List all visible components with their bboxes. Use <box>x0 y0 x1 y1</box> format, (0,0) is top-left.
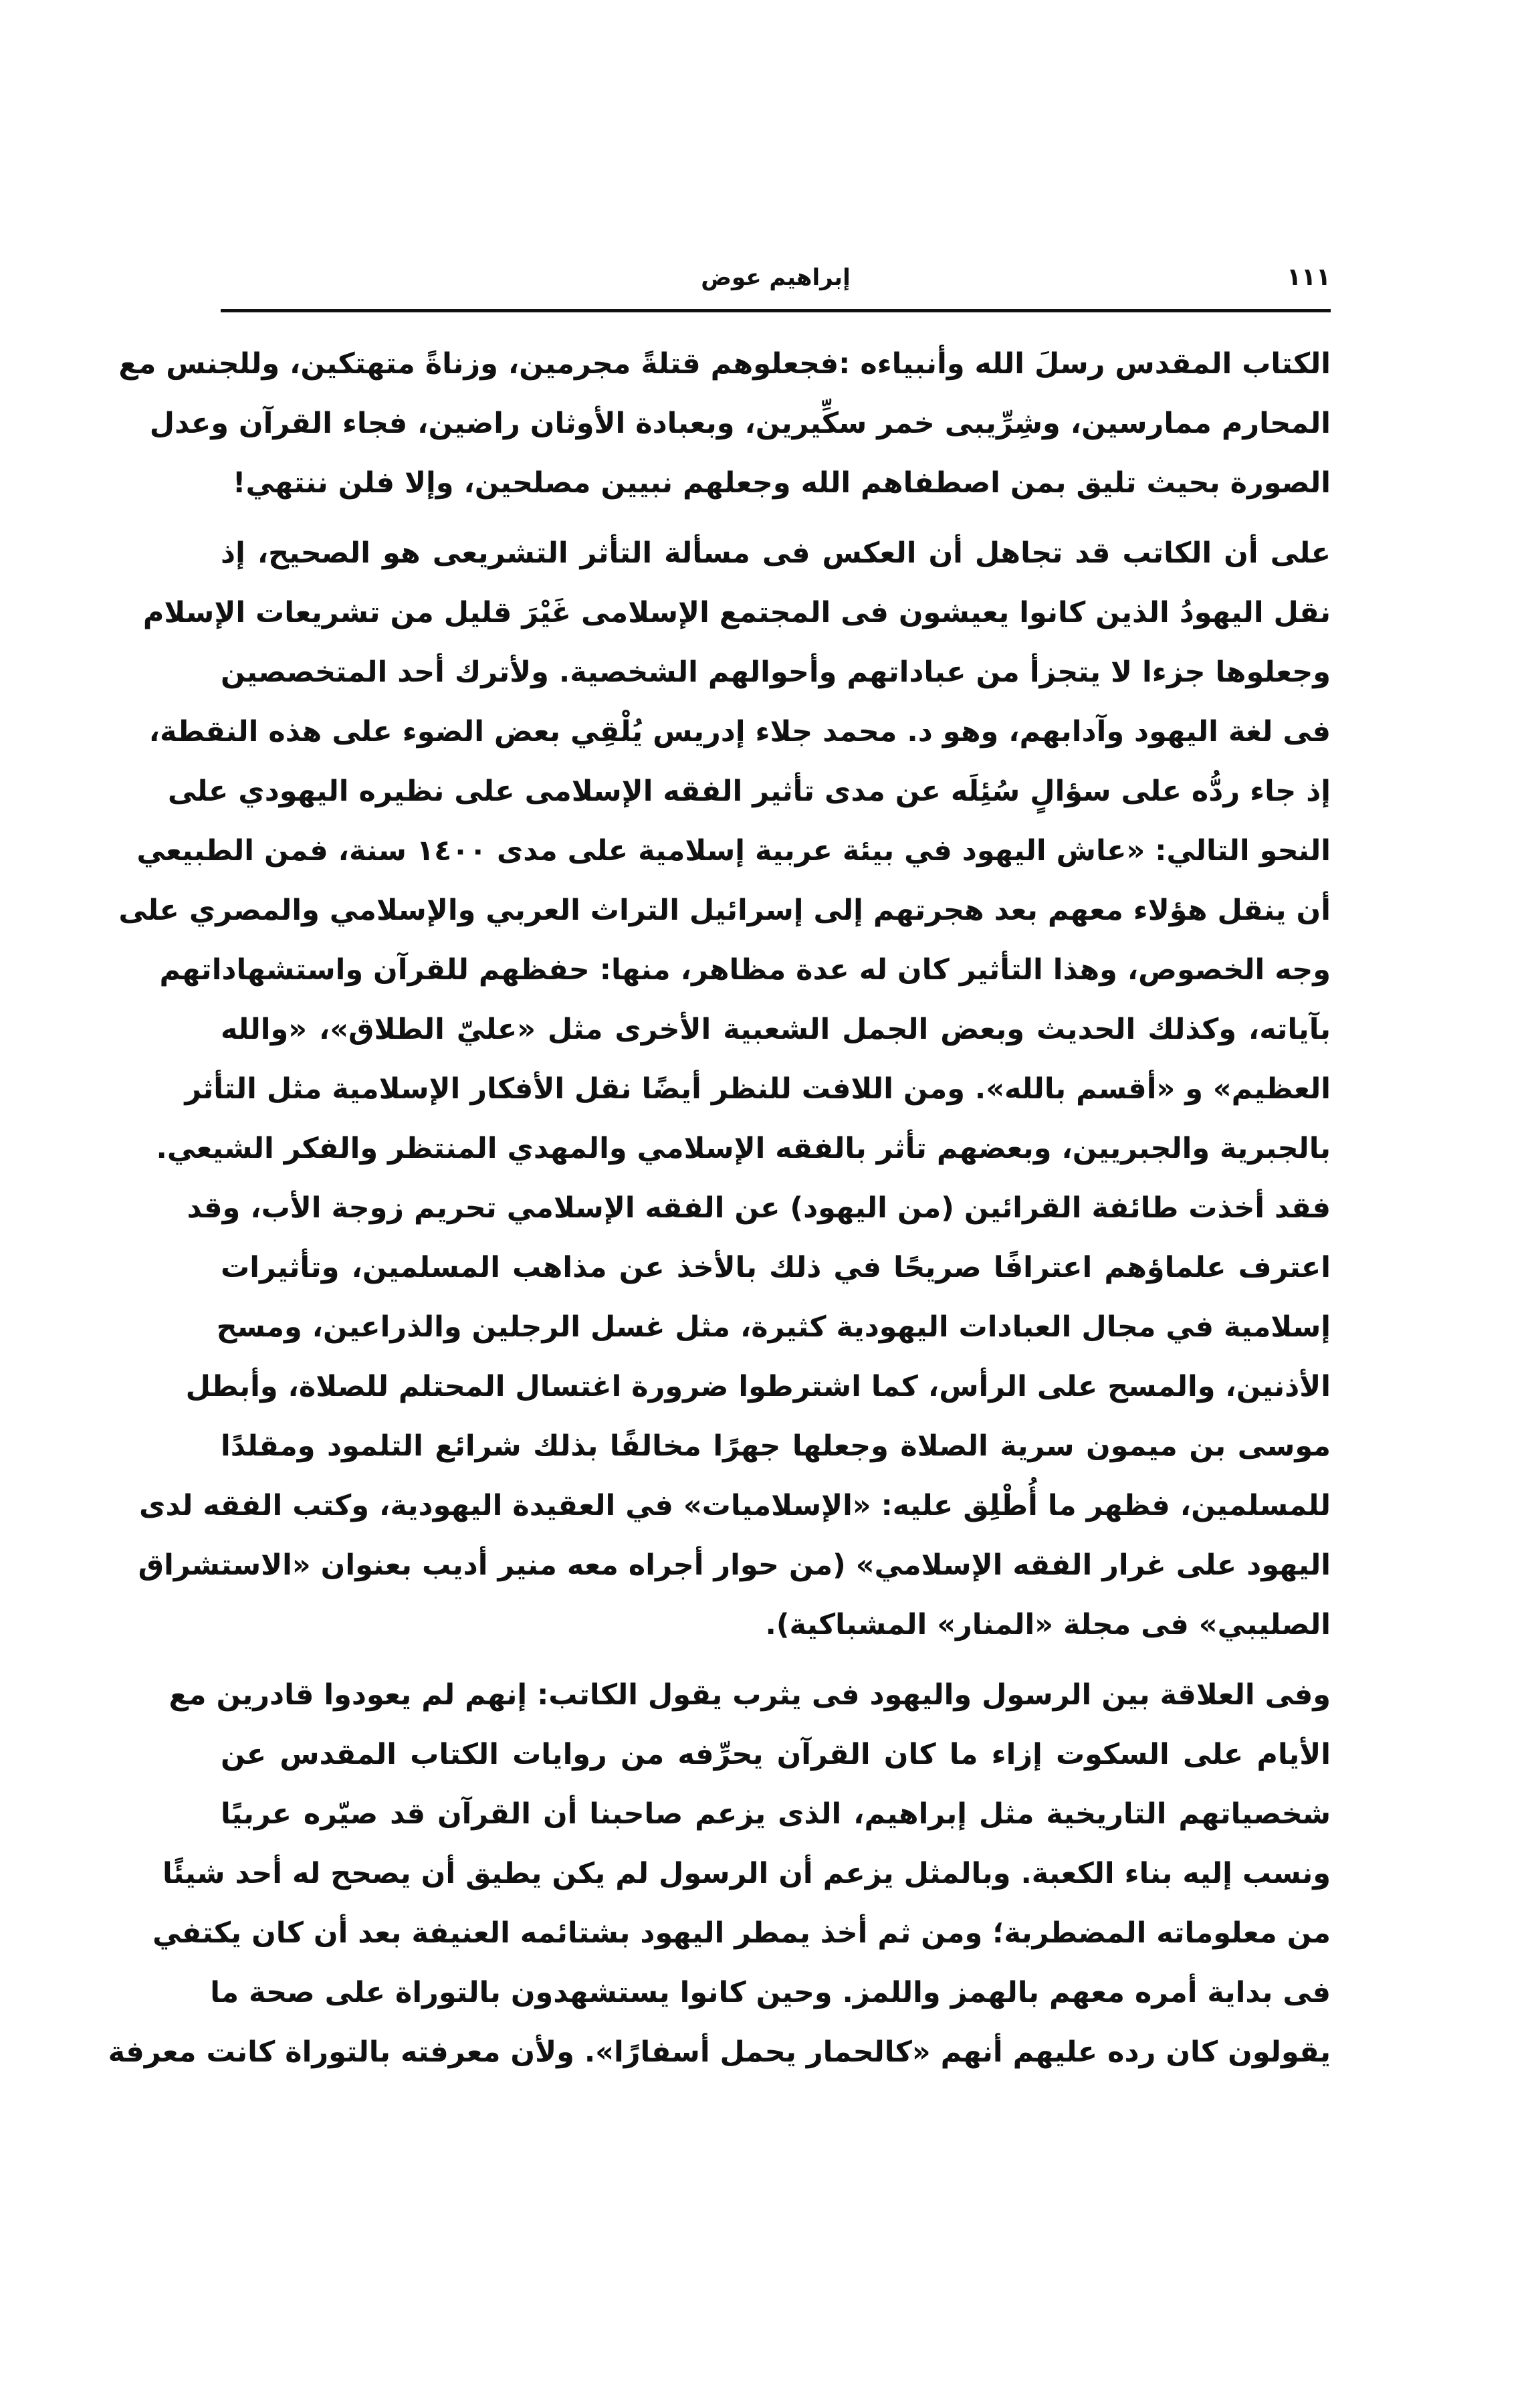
text-line: فقد أخذت طائفة القرائين (من اليهود) عن الفقه الإسلامي تحريم زوجة الأب، وقد <box>187 1191 1331 1225</box>
text-line: الكتاب المقدس رسلَ الله وأنبياءه :فجعلوهم قتلةً مجرمين، وزناةً متهتكين، وللجنس مع <box>118 347 1331 381</box>
text-line: ونسب إليه بناء الكعبة. وبالمثل يزعم أن الرسول لم يكن يطيق أن يصحح له أحد شيئًا <box>162 1857 1331 1890</box>
running-title: إبراهيم عوض <box>701 264 851 291</box>
text-line: على أن الكاتب قد تجاهل أن العكس فى مسألة التأثر التشريعى هو الصحيح، إذ <box>221 536 1331 570</box>
text-line: موسى بن ميمون سرية الصلاة وجعلها جهرًا مخالفًا بذلك شرائع التلمود ومقلدًا <box>221 1429 1331 1463</box>
text-line: من معلوماته المضطربة؛ ومن ثم أخذ يمطر اليهود بشتائمه العنيفة بعد أن كان يكتفي <box>152 1916 1331 1950</box>
text-line: وجه الخصوص، وهذا التأثير كان له عدة مظاهر، منها: حفظهم للقرآن واستشهاداتهم <box>159 953 1331 987</box>
text-line: للمسلمين، فظهر ما أُطْلِق عليه: «الإسلاميات» في العقيدة اليهودية، وكتب الفقه لدى <box>139 1489 1331 1522</box>
text-line: الصليبي» فى مجلة «المنار» المشباكية). <box>765 1608 1331 1641</box>
text-line: المحارم ممارسين، وشِرِّيبى خمر سكِّيرين، وبعبادة الأوثان راضين، فجاء القرآن وعدل <box>149 407 1331 440</box>
text-line: فى بداية أمره معهم بالهمز واللمز. وحين كانوا يستشهدون بالتوراة على صحة ما <box>210 1976 1331 2009</box>
text-line: النحو التالي: «عاش اليهود في بيئة عربية إسلامية على مدى ١٤٠٠ سنة، فمن الطبيعي <box>136 834 1331 868</box>
paragraph-1 <box>118 334 1331 513</box>
running-header <box>221 258 1331 298</box>
text-line: أن ينقل هؤلاء معهم بعد هجرتهم إلى إسرائيل التراث العربي والإسلامي والمصري على <box>118 894 1331 927</box>
text-line: يقولون كان رده عليهم أنهم «كالحمار يحمل أسفارًا». ولأن معرفته بالتوراة كانت معرفة <box>108 2035 1331 2069</box>
text-line: إسلامية في مجال العبادات اليهودية كثيرة، مثل غسل الرجلين والذراعين، ومسح <box>216 1310 1331 1344</box>
text-line: بآياته، وكذلك الحديث وبعض الجمل الشعبية الأخرى مثل «عليّ الطلاق»، «والله <box>221 1013 1331 1046</box>
text-line: الأذنين، والمسح على الرأس، كما اشترطوا ضرورة اغتسال المحتلم للصلاة، وأبطل <box>185 1370 1331 1403</box>
paragraph-3 <box>108 1666 1331 2082</box>
paragraph-2 <box>118 524 1331 1655</box>
text-line: شخصياتهم التاريخية مثل إبراهيم، الذى يزعم صاحبنا أن القرآن قد صيّره عربيًا <box>221 1797 1331 1831</box>
text-line: إذ جاء ردُّه على سؤالٍ سُئِلَه عن مدى تأثير الفقه الإسلامى على نظيره اليهودي على <box>167 775 1331 808</box>
text-line: نقل اليهودُ الذين كانوا يعيشون فى المجتمع الإسلامى غَيْرَ قليل من تشريعات الإسلام <box>142 596 1331 629</box>
header-rule <box>221 309 1331 312</box>
text-line: اليهود على غرار الفقه الإسلامي» (من حوار أجراه معه منير أديب بعنوان «الاستشراق <box>138 1548 1331 1582</box>
text-line: بالجبرية والجبريين، وبعضهم تأثر بالفقه الإسلامي والمهدي المنتظر والفكر الشيعي. <box>156 1132 1331 1165</box>
page-number: ١١١ <box>1287 264 1331 291</box>
text-line: الصورة بحيث تليق بمن اصطفاهم الله وجعلهم نبيين مصلحين، وإلا فلن ننتهي! <box>232 466 1331 500</box>
text-line: الأيام على السكوت إزاء ما كان القرآن يحرِّفه من روايات الكتاب المقدس عن <box>221 1738 1331 1771</box>
body-text <box>108 334 1331 2093</box>
text-line: وفى العلاقة بين الرسول واليهود فى يثرب يقول الكاتب: إنهم لم يعودوا قادرين مع <box>169 1678 1331 1712</box>
text-line: اعترف علماؤهم اعترافًا صريحًا في ذلك بالأخذ عن مذاهب المسلمين، وتأثيرات <box>221 1251 1331 1284</box>
text-line: العظيم» و «أقسم بالله». ومن اللافت للنظر أيضًا نقل الأفكار الإسلامية مثل التأثر <box>185 1072 1331 1106</box>
text-line: فى لغة اليهود وآدابهم، وهو د. محمد جلاء إدريس يُلْقِي بعض الضوء على هذه النقطة، <box>148 715 1331 748</box>
text-line: وجعلوها جزءا لا يتجزأ من عباداتهم وأحوالهم الشخصية. ولأترك أحد المتخصصين <box>221 656 1331 689</box>
